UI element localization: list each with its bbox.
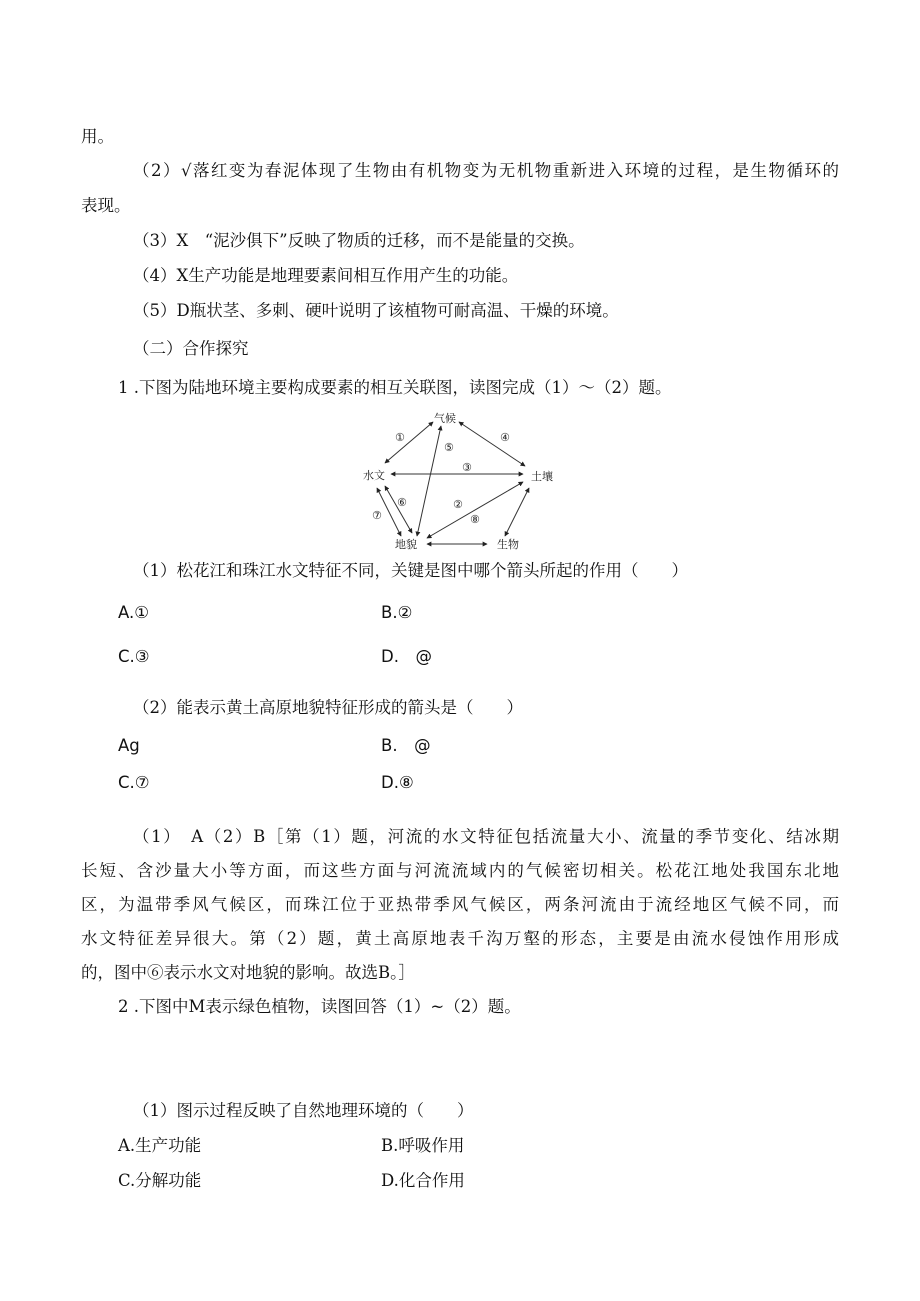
arrow-1 (385, 422, 433, 463)
node-biology: 生物 (497, 538, 519, 550)
arrow-label-2: ② (453, 498, 463, 511)
arrow-label-5: ⑤ (444, 441, 454, 454)
question-3: （1）图示过程反映了自然地理环境的（ ） (133, 1101, 474, 1120)
question-stem: 2 .下图中M表示绿色植物，读图回答（1）~（2）题。 (118, 997, 521, 1016)
answer-line: 的，图中⑥表示水文对地貌的影响。故选B。］ (81, 963, 415, 982)
arrow-label-1: ① (395, 431, 405, 444)
option-b[interactable]: B. @ (381, 736, 431, 755)
option-b[interactable]: B.② (381, 603, 413, 622)
answer-line: 长短、含沙量大小等方面，而这些方面与河流流域内的气候密切相关。松花江地处我国东北地 (81, 861, 839, 880)
text-line: 表现。 (81, 196, 131, 215)
arrow-label-6: ⑥ (397, 496, 407, 509)
option-d[interactable]: D.化合作用 (381, 1171, 465, 1190)
question-2: （2）能表示黄土高原地貌特征形成的箭头是（ ） (133, 698, 523, 717)
node-climate: 气候 (434, 412, 456, 425)
answer-line: （1） A（2）B［第（1）题，河流的水文特征包括流量大小、流量的季节变化、结冰期 (133, 827, 839, 846)
environment-elements-diagram (355, 408, 570, 550)
text-line: 用。 (81, 127, 114, 146)
arrow-5 (417, 426, 441, 536)
option-a[interactable]: A.① (118, 603, 150, 622)
option-a[interactable]: Ag (118, 736, 140, 755)
option-d[interactable]: D. @ (381, 647, 432, 666)
section-heading: （二）合作探究 (133, 339, 249, 358)
option-a[interactable]: A.生产功能 (118, 1136, 202, 1155)
node-hydrology: 水文 (363, 469, 385, 482)
option-d[interactable]: D.⑧ (381, 773, 414, 792)
text-line: （4）X生产功能是地理要素间相互作用产生的功能。 (133, 266, 519, 285)
arrow-4 (459, 422, 525, 466)
node-landform: 地貌 (395, 538, 417, 550)
arrow-8 (505, 488, 529, 536)
option-c[interactable]: C.③ (118, 647, 150, 666)
text-line: （3）X “泥沙俱下”反映了物质的迁移，而不是能量的交换。 (133, 231, 585, 250)
option-c[interactable]: C.分解功能 (118, 1171, 202, 1190)
question-1: （1）松花江和珠江水文特征不同，关键是图中哪个箭头所起的作用（ ） (133, 561, 688, 580)
question-stem: 1 .下图为陆地环境主要构成要素的相互关联图，读图完成（1）～（2）题。 (118, 378, 672, 397)
node-soil: 土壤 (531, 470, 553, 483)
text-line: （2）√落红变为春泥体现了生物由有机物变为无机物重新进入环境的过程，是生物循环的 (133, 161, 839, 180)
answer-line: 水文特征差异很大。第（2）题，黄土高原地表千沟万壑的形态，主要是由流水侵蚀作用形成 (81, 929, 839, 948)
answer-line: 区，为温带季风气候区，而珠江位于亚热带季风气候区，两条河流由于流经地区气候不同，而 (81, 895, 839, 914)
text-line: （5）D瓶状茎、多刺、硬叶说明了该植物可耐高温、干燥的环境。 (133, 301, 619, 320)
arrow-label-8: ⑧ (470, 513, 480, 526)
arrow-label-4: ④ (500, 431, 510, 444)
arrow-label-3: ③ (462, 461, 472, 474)
option-c[interactable]: C.⑦ (118, 773, 150, 792)
option-b[interactable]: B.呼吸作用 (381, 1136, 465, 1155)
arrow-label-7: ⑦ (372, 509, 382, 522)
arrow-6 (385, 486, 412, 533)
